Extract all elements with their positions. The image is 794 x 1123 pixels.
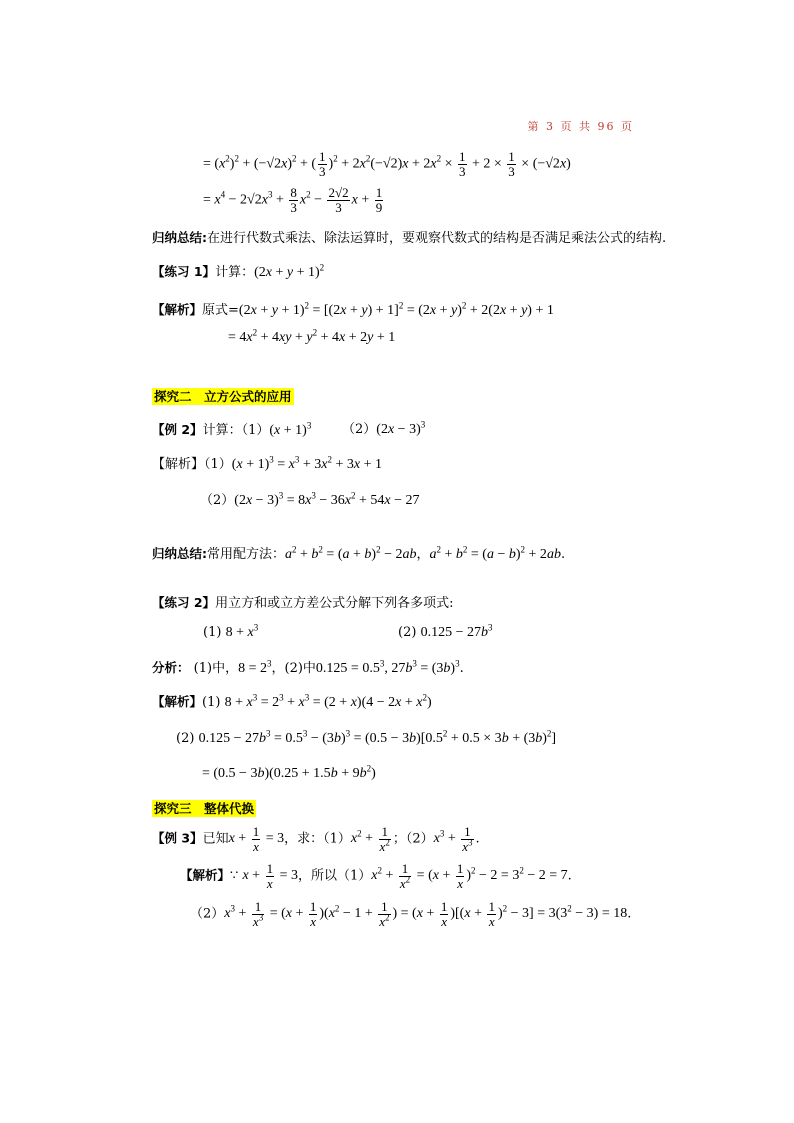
practice-2-item1-no: (1) (203, 625, 222, 640)
example-2-item1-no: （1） (241, 423, 270, 438)
practice-2-text: 用立方和或立方差公式分解下列各多项式: (215, 596, 454, 611)
section-2-heading (152, 389, 294, 406)
practice-1-prompt: 计算： (215, 265, 255, 280)
solution-4-because: ∵ (230, 868, 239, 884)
example-2: 【例 2】计算：$(1)(x + 1)^3$ (152, 420, 312, 438)
example-3-item1-no: （1） (323, 831, 351, 847)
example-3-ask: 求： (297, 831, 324, 847)
example-3: 【例 3】已知x + $\frac{1}{x}$ = 3，求：$(1)x^2$ + $\frac{1}{x^2}$ ；$(2)x^3$ + $\frac{1}{x^3}$ . (152, 824, 480, 854)
example-2-label: 【例 2】 (152, 422, 203, 437)
solution-2-line-2: $(2)(2x - 3)^3 = 8x^3 - 36x^2 + 54x - 27$ (200, 490, 420, 508)
solution-2-label: 【解析】 (152, 457, 205, 472)
solution-1-line-2: = $4x^2 + 4xy + y^2 + 4x + 2y + 1$ (228, 327, 396, 345)
solution-4-line-2: $(2)x^3$ + $\frac{1}{x^3}$ = (x + $\frac{1}{x}$ )($x^2 - 1$ + $\frac{1}{x^2}$ ) = (x + $\frac{1}{x}$ )[(x + $\frac{1}{x}$ )$^2 - 3] = 3(3^2 - 3) = 18$. (190, 899, 632, 929)
summary-2-label: 归纳总结: (152, 546, 207, 561)
solution-4-item2-no: （2） (190, 906, 225, 922)
solution-1-label: 【解析】 (152, 302, 203, 317)
summary-1-label: 归纳总结: (152, 230, 207, 245)
example-3-given: 已知 (202, 831, 229, 847)
solution-2-item1-no: （1） (204, 457, 232, 472)
solution-2-line-1: 【解析】$(1)(x + 1)^3 = x^3 + 3x^2 + 3x + 1$ (152, 454, 383, 472)
solution-4-so: 所以（1） (310, 868, 372, 884)
summary-2: 归纳总结:常用配方法：$a^2 + b^2 = (a + b)^2 - 2ab$，$a^2 + b^2 = (a - b)^2 + 2ab$. (152, 544, 566, 562)
example-2-item-2: $(2)(2x - 3)^3$ (342, 419, 426, 437)
section-3-title: 探究三 整体代换 (154, 801, 255, 816)
summary-2-prefix: 常用配方法： (207, 547, 286, 562)
example-3-item2-no: （2） (405, 831, 434, 847)
example-2-item2-no: （2） (342, 422, 377, 437)
expansion-line-2: = $x^4 - 2√2x^3$ + $\frac{8}{3}$ $x^2$ − $\frac{2√2}{3}$ x + $\frac{1}{9}$ (203, 185, 383, 215)
practice-2 (152, 595, 453, 612)
summary-1 (152, 230, 666, 247)
analysis-part2: (2)中 (284, 661, 316, 676)
example-2-prompt: 计算： (202, 423, 242, 438)
solution-3-line-1: 【解析】(1) $8 + x^3 = 2^3 + x^3 = (2 + x)(4 - 2x + x^2)$ (152, 692, 432, 710)
practice-1: 【练习 1】计算：$(2x + y + 1)^2$ (152, 262, 325, 280)
analysis-part1: (1)中， (193, 661, 239, 676)
analysis: 分析： (1)中，$8 = 2^3$，(2)中$0.125 = 0.5^3$, $27b^3 = (3b)^3$. (152, 658, 464, 676)
solution-1-line-1: 【解析】原式$=(2x + y + 1)^2 = [(2x + y) + 1]^2 = (2x + y)^2 + 2(2x + y) + 1$ (152, 300, 554, 318)
page-number: 第 3 页 共 96 页 (527, 120, 634, 133)
solution-3-label: 【解析】 (152, 694, 203, 709)
practice-2-item-2: (2) $0.125 - 27b^3$ (398, 622, 493, 640)
solution-3-item2-no: (2) (176, 731, 195, 746)
summary-2-end: . (560, 547, 566, 562)
solution-3-item1-no: (1) (202, 695, 221, 710)
example-3-label: 【例 3】 (152, 830, 203, 846)
solution-3-line-2: (2) $0.125 - 27b^3 = 0.5^3 - (3b)^3 = (0.5 - 3b)[0.5^2 + 0.5 \times 3b + (3b)^2]$ (176, 728, 557, 746)
solution-2-item2-no: （2） (200, 493, 235, 508)
analysis-label: 分析： (152, 660, 190, 675)
summary-2-sep: ， (416, 547, 430, 562)
solution-3-line-3: = $(0.5 - 3b)(0.25 + 1.5b + 9b^2)$ (202, 763, 376, 781)
practice-2-item2-no: (2) (398, 625, 417, 640)
summary-1-text: 在进行代数式乘法、除法运算时，要观察代数式的结构是否满足乘法公式的结构. (207, 231, 667, 246)
section-2-title: 探究二 立方公式的应用 (154, 389, 292, 404)
section-3-heading (152, 801, 256, 818)
practice-2-item-1: (1) $8 + x^3$ (203, 622, 259, 640)
practice-1-label: 【练习 1】 (152, 264, 216, 279)
practice-2-label: 【练习 2】 (152, 595, 216, 610)
expansion-line-1: = $(x^2)^2 + (-√2x)^2$ + ( $\frac{1}{3}$ )$^2 + 2x^2(-√2)x + 2x^2$ × $\frac{1}{3}$ + 2 × $\frac{1}{3}$ × (−√2x) (203, 149, 571, 179)
solution-4-label: 【解析】 (180, 867, 231, 883)
solution-1-prefix: 原式= (202, 303, 239, 318)
solution-4-line-1: 【解析】∵ x + $\frac{1}{x}$ = 3，所以$(1)x^2$ + $\frac{1}{x^2}$ = (x + $\frac{1}{x}$ )$^2 - 2 = 3^2 - 2 = 7$. (180, 861, 572, 891)
